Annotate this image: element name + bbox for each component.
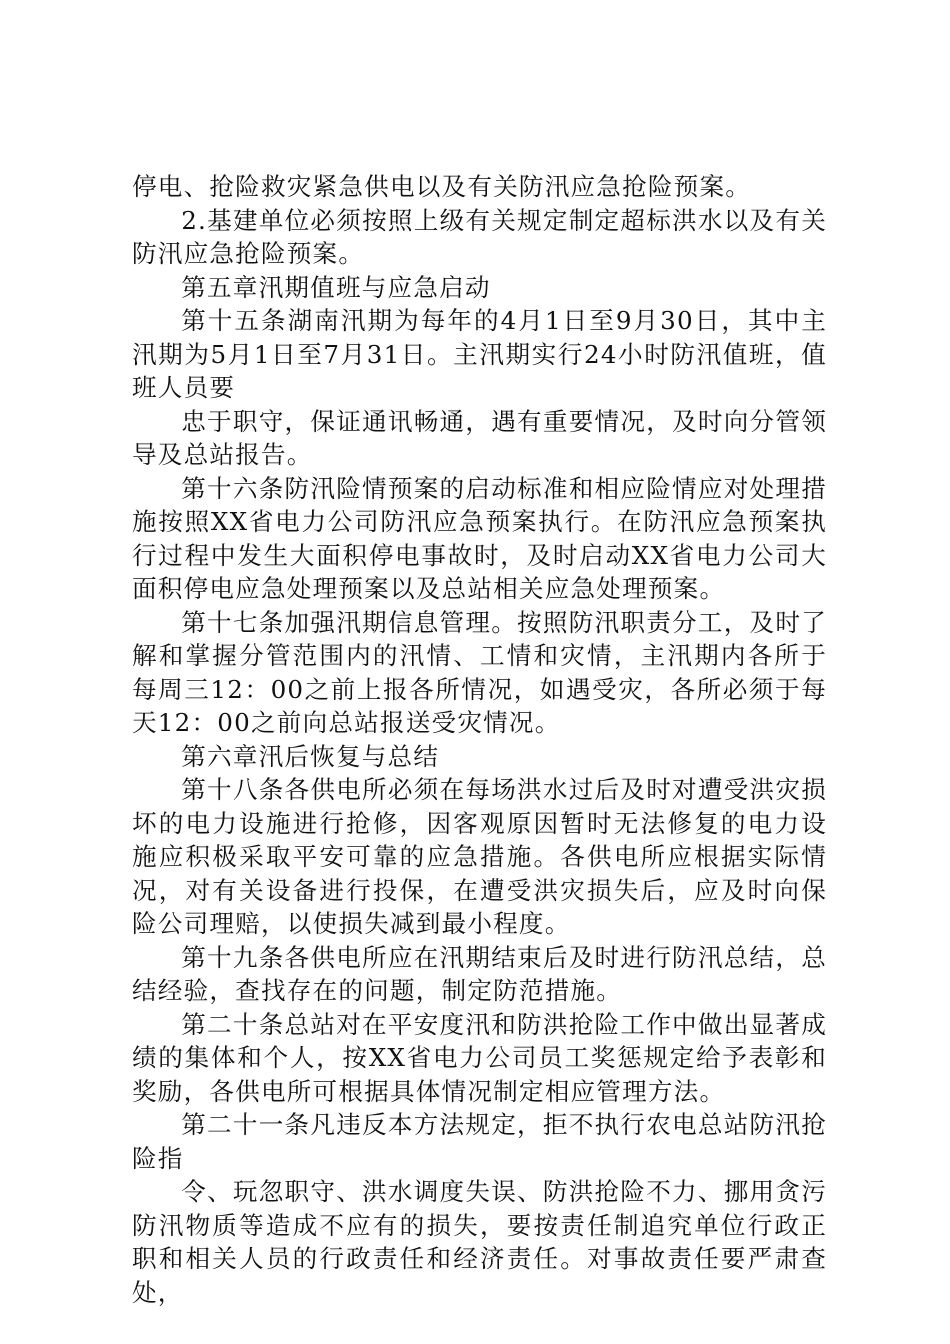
paragraph: 停电、抢险救灾紧急供电以及有关防汛应急抢险预案。 [132,172,752,201]
paragraph: 第二十条总站对在平安度汛和防洪抢险工作中做出显著成绩的集体和个人，按XX省电力公司员工奖惩规定给予表彰和奖励，各供电所可根据具体情况制定相应管理方法。 [132,1009,827,1106]
chapter-heading: 第六章汛后恢复与总结 [181,741,440,771]
paragraph: 第十九条各供电所应在汛期结束后及时进行防汛总结，总结经验，查找存在的问题，制定防范措施。 [132,942,827,1005]
paragraph: 令、玩忽职守、洪水调度失误、防洪抢险不力、挪用贪污防汛物质等造成不应有的损失，要按责任制追究单位行政正职和相关人员的行政责任和经济责任。对事故责任要严肃查处， [132,1177,827,1307]
paragraph: 第十五条湖南汛期为每年的4月1日至9月30日，其中主汛期为5月1日至7月31日。主汛期实行24小时防汛值班，值班人员要 [132,306,827,402]
paragraph: 第十七条加强汛期信息管理。按照防汛职责分工，及时了解和掌握分管范围内的汛情、工情和灾情，主汛期内各所于每周三12：00之前上报各所情况，如遇受灾，各所必须于每天12：00之前向总站报送受灾情况。 [132,607,827,737]
document-body [132,170,827,1309]
paragraph: 第二十一条凡违反本方法规定，拒不执行农电总站防汛抢险指 [132,1110,827,1173]
paragraph: 第十六条防汛险情预案的启动标准和相应险情应对处理措施按照XX省电力公司防汛应急预案执行。在防汛应急预案执行过程中发生大面积停电事故时，及时启动XX省电力公司大面积停电应急处理预案以及总站相关应急处理预案。 [132,473,827,603]
chapter-heading: 第五章汛期值班与应急启动 [181,272,491,302]
paragraph: 2.基建单位必须按照上级有关规定制定超标洪水以及有关防汛应急抢险预案。 [132,205,827,268]
paragraph: 第十八条各供电所必须在每场洪水过后及时对遭受洪灾损坏的电力设施进行抢修，因客观原因暂时无法修复的电力设施应积极采取平安可靠的应急措施。各供电所应根据实际情况，对有关设备进行投保，在遭受洪灾损失后，应及时向保险公司理赔，以使损失减到最小程度。 [132,775,827,938]
paragraph: 忠于职守，保证通讯畅通，遇有重要情况，及时向分管领导及总站报告。 [132,406,827,469]
